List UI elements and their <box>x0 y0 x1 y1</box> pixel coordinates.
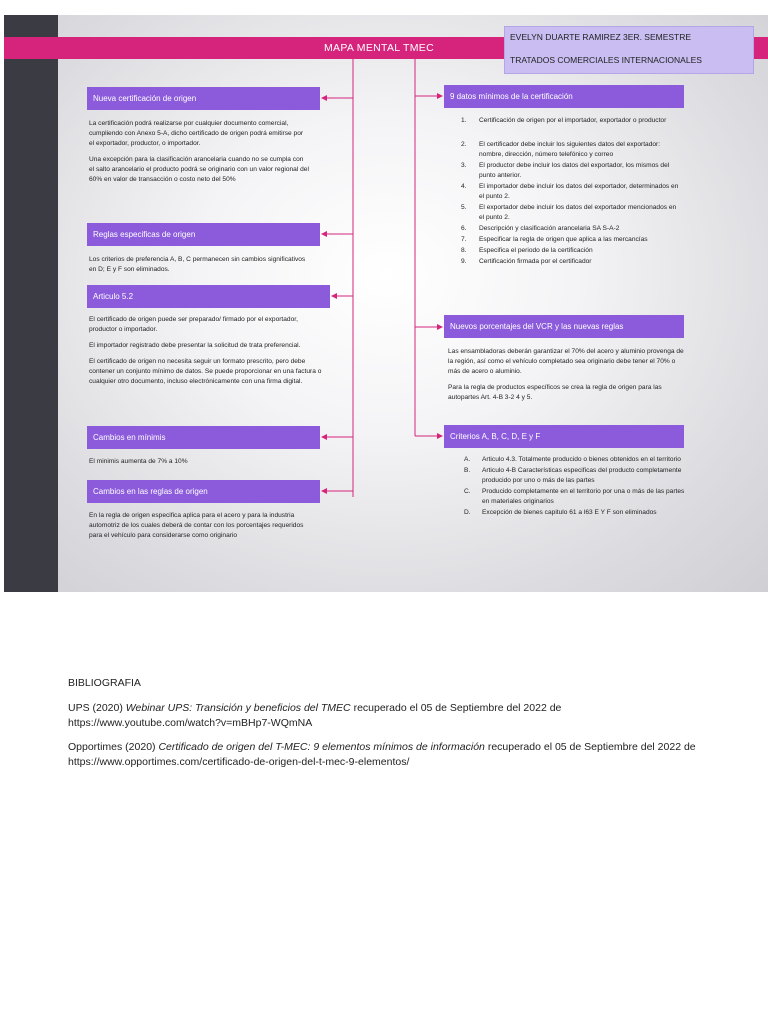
list-item <box>461 140 681 160</box>
paragraph: En la regla de origen especifica aplica para el acero y para la industria automotriz de los cuales deberá de contar con los porcentajes requeridos para el vehículo para considerarse como originario <box>89 512 304 539</box>
item-text: Articulo 4-B Características especificas del producto completamente producido por uno o más de las partes <box>482 467 682 484</box>
bibliography <box>68 676 708 779</box>
item-text: Descripción y clasificación arancelaria SA S-A-2 <box>479 225 620 232</box>
entry-prefix: Opportimes (2020) <box>68 741 159 753</box>
list-item <box>464 466 686 486</box>
list-item <box>464 487 686 507</box>
text-cambios-reglas <box>89 511 314 547</box>
paragraph: Una excepción para la clasificación arancelaria cuando no se cumpla con el salto arancelario el producto podrá se originario con un valor regional del 60% en valor de transacción o costo neto del 50% <box>89 156 309 183</box>
text-nuevos-porcentajes <box>448 347 684 409</box>
item-text: Excepción de bienes capitulo 61 a l63 E Y F son eliminados <box>482 509 657 516</box>
paragraph: El importador registrado debe presentar la solicitud de trata preferencial. <box>89 342 301 349</box>
bibliography-heading: BIBLIOGRAFIA <box>68 677 141 689</box>
text-nueva-certificacion <box>89 119 309 191</box>
item-number: 1. <box>461 117 467 124</box>
paragraph: Los criterios de preferencia A, B, C permanecen sin cambios significativos en D; E y F son eliminados. <box>89 256 306 273</box>
paragraph: El minimis aumenta de 7% a 10% <box>89 458 188 465</box>
heading-reglas-especificas: Reglas especificas de origen <box>87 223 320 246</box>
list-item <box>461 224 681 234</box>
item-letter: A. <box>464 456 471 463</box>
text-reglas-especificas <box>89 255 314 281</box>
item-text: El certificador debe incluir los siguientes datos del exportador: nombre, dirección, número telefónico y correo <box>479 141 661 158</box>
list-item <box>461 203 681 223</box>
list-item <box>461 182 681 202</box>
list-item <box>461 161 681 181</box>
author-line: EVELYN DUARTE RAMIREZ 3ER. SEMESTRE <box>510 32 692 42</box>
heading-nueva-certificacion: Nueva certificación de origen <box>87 87 320 110</box>
heading-9-datos: 9 datos mínimos de la certificación <box>444 85 684 108</box>
mind-map-slide <box>4 15 768 592</box>
heading-criterios: Criterios A, B, C, D, E y F <box>444 425 684 448</box>
text-articulo-5-2 <box>89 315 324 393</box>
paragraph: Para la regla de productos específicos se crea la regla de origen para las autopartes Art. 4-B 3-2 4 y 5. <box>448 384 662 401</box>
bibliography-entry <box>68 740 708 770</box>
bibliography-entry <box>68 701 708 731</box>
item-letter: C. <box>464 488 471 495</box>
heading-cambios-reglas: Cambios en las reglas de origen <box>87 480 320 503</box>
item-number: 2. <box>461 141 467 148</box>
list-9-datos <box>461 116 681 268</box>
list-criterios <box>464 455 686 519</box>
list-item <box>464 508 686 518</box>
item-text: El importador debe incluir los datos del exportador, determinados en el punto 2. <box>479 183 679 200</box>
entry-title: Certificado de origen del T-MEC: 9 elementos mínimos de información <box>158 741 485 753</box>
item-text: Especifica el periodo de la certificación <box>479 247 593 254</box>
item-text: Certificación firmada por el certificador <box>479 258 592 265</box>
item-number: 3. <box>461 162 467 169</box>
entry-title: Webinar UPS: Transición y beneficios del TMEC <box>125 702 351 714</box>
item-number: 9. <box>461 258 467 265</box>
list-item <box>464 455 686 465</box>
item-text: Certificación de origen por el importador, exportador o productor <box>479 117 667 124</box>
heading-cambios-minimis: Cambios en mínimis <box>87 426 320 449</box>
entry-suffix: recuperado el 05 de Septiembre del 2022 de https://www.opportimes.com/certificado-de-origen-del-t-mec-9-elementos/ <box>68 741 696 768</box>
item-number: 6. <box>461 225 467 232</box>
text-cambios-minimis <box>89 457 314 473</box>
item-text: El exportador debe incluir los datos del exportador mencionados en el punto 2. <box>479 204 677 221</box>
item-letter: D. <box>464 509 471 516</box>
entry-prefix: UPS (2020) <box>68 702 126 714</box>
heading-articulo-5-2: Articulo 5.2 <box>87 285 330 308</box>
entry-suffix: recuperado el 05 de Septiembre del 2022 de https://www.youtube.com/watch?v=mBHp7-WQmNA <box>68 702 562 729</box>
heading-nuevos-porcentajes: Nuevos porcentajes del VCR y las nuevas reglas <box>444 315 684 338</box>
list-item <box>461 257 681 267</box>
item-text: El productor debe incluir los datos del exportador, los mismos del punto anterior. <box>479 162 670 179</box>
item-number: 8. <box>461 247 467 254</box>
list-item <box>461 235 681 245</box>
item-number: 4. <box>461 183 467 190</box>
slide-title: MAPA MENTAL TMEC <box>323 42 434 54</box>
course-line: TRATADOS COMERCIALES INTERNACIONALES <box>510 55 702 65</box>
item-number: 5. <box>461 204 467 211</box>
item-text: Articulo 4.3. Totalmente producido o bienes obtenidos en el territorio <box>482 456 681 463</box>
paragraph: Las ensambladoras deberán garantizar el 70% del acero y aluminio provenga de la región, así como el vehículo completado sea originario debe tener el 70% o más de acero o aluminio. <box>448 348 684 375</box>
list-item <box>461 116 681 126</box>
paragraph: El certificado de origen no necesita seguir un formato prescrito, pero debe contener un conjunto mínimo de datos. Se puede proporcionar en una factura o cualquier otro documento, incluso electrónicamente con una firma digital. <box>89 358 322 385</box>
item-letter: B. <box>464 467 471 474</box>
paragraph: La certificación podrá realizarse por cualquier documento comercial, cumpliendo con Anexo 5-A, dicho certificado de origen podrá emitirse por el exportador, productor, o importador. <box>89 120 304 147</box>
item-number: 7. <box>461 236 467 243</box>
item-text: Producido completamente en el territorio por una o más de las partes en materiales originarios <box>482 488 685 505</box>
list-item <box>461 246 681 256</box>
paragraph: El certificado de origen puede ser preparado/ firmado por el exportador, productor o importador. <box>89 316 298 333</box>
item-text: Especificar la regla de origen que aplica a las mercancías <box>479 236 648 243</box>
